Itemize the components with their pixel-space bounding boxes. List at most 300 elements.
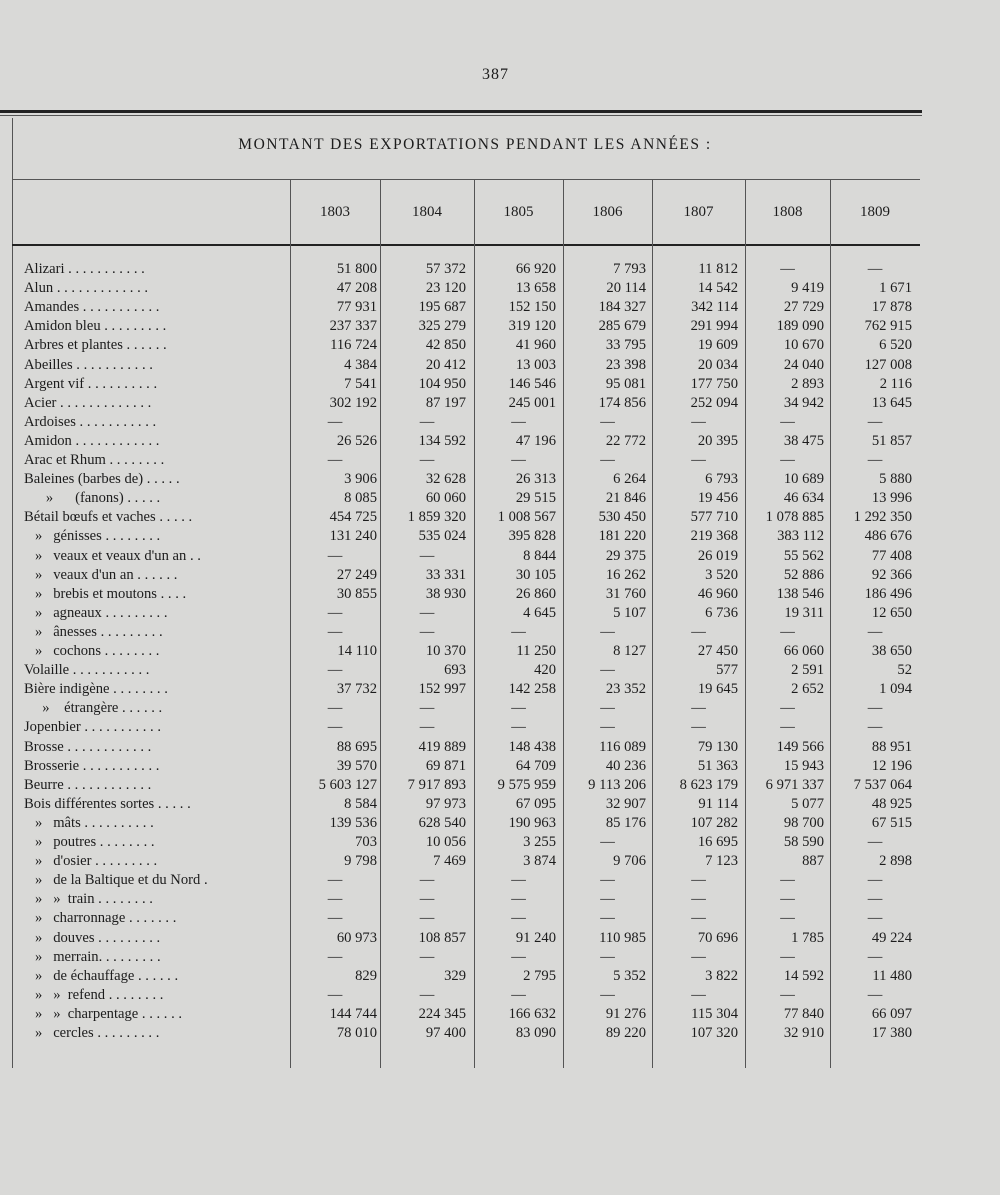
table-row	[24, 336, 924, 355]
value-cell: —	[511, 623, 526, 640]
value-cell: 3 822	[705, 967, 738, 984]
value-cell: 139 536	[329, 814, 377, 831]
table-row	[24, 738, 924, 757]
value-cell: —	[327, 662, 343, 679]
value-cell: 51 363	[697, 757, 738, 774]
value-cell: —	[867, 910, 883, 927]
value-cell: 51 857	[871, 432, 912, 449]
value-cell: 30 855	[336, 585, 377, 602]
value-cell: —	[419, 604, 435, 621]
row-label: » » refend . . . . . . . .	[24, 986, 164, 1003]
value-cell: 9 575 959	[497, 776, 556, 793]
value-cell: —	[600, 719, 615, 736]
value-cell: 91 276	[605, 1005, 646, 1022]
value-cell: 51 800	[336, 261, 377, 277]
table-row	[24, 795, 924, 814]
table-row	[24, 470, 924, 489]
value-cell: 20 114	[606, 280, 646, 297]
value-cell: —	[600, 910, 615, 927]
value-cell: 7 541	[344, 375, 377, 392]
value-cell: 2 893	[791, 375, 824, 392]
value-cell: 97 973	[425, 795, 466, 812]
table-row	[24, 776, 924, 795]
row-label: Volaille . . . . . . . . . . .	[24, 662, 150, 679]
value-cell: 10 056	[425, 834, 466, 850]
value-cell: 55 562	[783, 547, 824, 564]
value-cell: 7 469	[433, 853, 466, 870]
value-cell: —	[691, 986, 706, 1003]
value-cell: 152 150	[508, 299, 556, 316]
top-thin-rule	[0, 115, 922, 116]
table-row	[24, 642, 924, 661]
value-cell: 77 408	[871, 547, 912, 564]
value-cell: 32 907	[605, 795, 646, 812]
value-cell: 79 130	[697, 738, 738, 755]
value-cell: —	[419, 623, 435, 640]
value-cell: 302 192	[329, 394, 377, 411]
value-cell: —	[780, 452, 795, 468]
value-cell: 40 236	[605, 757, 646, 774]
value-cell: —	[867, 623, 883, 640]
value-cell: 138 546	[776, 585, 824, 602]
value-cell: 127 008	[864, 356, 912, 373]
value-cell: 64 709	[515, 757, 556, 774]
row-label: » cercles . . . . . . . . .	[24, 1025, 160, 1041]
value-cell: 8 127	[613, 643, 646, 659]
value-cell: 10 670	[783, 337, 824, 354]
table-row	[24, 260, 924, 279]
value-cell: 98 700	[783, 814, 824, 831]
table-row	[24, 508, 924, 527]
table-row	[24, 852, 924, 871]
value-cell: 577	[716, 662, 738, 679]
value-cell: 78 010	[336, 1025, 377, 1041]
value-cell: 116 724	[330, 337, 377, 354]
row-label: » » charpentage . . . . . .	[24, 1005, 183, 1022]
value-cell: 11 480	[872, 967, 912, 984]
value-cell: 149 566	[776, 738, 824, 755]
value-cell: 2 898	[879, 853, 912, 870]
value-cell: 5 107	[613, 604, 646, 621]
row-label: » agneaux . . . . . . . . .	[24, 604, 168, 621]
value-cell: 83 090	[515, 1025, 556, 1041]
table-row	[24, 833, 924, 852]
table-row	[24, 356, 924, 375]
value-cell: 5 880	[879, 471, 912, 488]
value-cell: 47 208	[336, 280, 377, 297]
value-cell: 115 304	[691, 1005, 738, 1022]
value-cell: —	[511, 986, 526, 1003]
value-cell: 9 798	[344, 853, 377, 870]
value-cell: 22 772	[605, 432, 646, 449]
value-cell: 325 279	[418, 318, 466, 335]
value-cell: 3 520	[705, 566, 738, 583]
value-cell: 17 380	[871, 1025, 912, 1041]
table-row	[24, 871, 924, 890]
value-cell: 29 515	[515, 490, 556, 507]
value-cell: 3 874	[523, 853, 556, 870]
value-cell: 237 337	[329, 318, 377, 335]
table-row	[24, 718, 924, 737]
value-cell: —	[511, 413, 526, 430]
row-label: » poutres . . . . . . . .	[24, 834, 155, 850]
header-top-rule	[12, 179, 920, 180]
value-cell: 142 258	[508, 681, 556, 698]
value-cell: 146 546	[508, 375, 556, 392]
value-cell: 88 951	[871, 738, 912, 755]
row-label: Beurre . . . . . . . . . . . .	[24, 776, 152, 793]
value-cell: 219 368	[690, 528, 738, 545]
row-label: » mâts . . . . . . . . . .	[24, 814, 154, 831]
value-cell: 245 001	[508, 394, 556, 411]
value-cell: 47 196	[515, 432, 556, 449]
value-cell: 38 650	[871, 643, 912, 659]
value-cell: 57 372	[425, 261, 466, 277]
value-cell: 762 915	[864, 318, 912, 335]
value-cell: —	[600, 452, 615, 468]
value-cell: 58 590	[783, 834, 824, 850]
value-cell: 77 931	[336, 299, 377, 316]
value-cell: —	[419, 872, 435, 889]
table-row	[24, 680, 924, 699]
value-cell: 19 645	[697, 681, 738, 698]
value-cell: —	[511, 910, 526, 927]
value-cell: 24 040	[783, 356, 824, 373]
value-cell: —	[691, 948, 706, 965]
table-row	[24, 566, 924, 585]
value-cell: 486 676	[864, 528, 912, 545]
value-cell: —	[867, 891, 883, 908]
value-cell: 2 652	[791, 681, 824, 698]
value-cell: —	[327, 547, 343, 564]
value-cell: —	[691, 700, 706, 717]
value-cell: 23 398	[605, 356, 646, 373]
table-row	[24, 661, 924, 680]
value-cell: 13 003	[515, 356, 556, 373]
value-cell: —	[867, 834, 883, 850]
value-cell: 108 857	[418, 929, 466, 946]
value-cell: —	[691, 413, 706, 430]
value-cell: —	[419, 700, 435, 717]
value-cell: —	[327, 413, 343, 430]
value-cell: 8 844	[523, 547, 556, 564]
value-cell: —	[780, 986, 795, 1003]
value-cell: 5 352	[613, 967, 646, 984]
value-cell: 91 114	[698, 795, 738, 812]
value-cell: 3 906	[344, 471, 377, 488]
value-cell: 107 320	[690, 1025, 738, 1041]
value-cell: 52 886	[783, 566, 824, 583]
value-cell: 29 375	[605, 547, 646, 564]
value-cell: 829	[355, 967, 377, 984]
row-label: Baleines (barbes de) . . . . .	[24, 471, 180, 488]
table-left-border	[12, 118, 13, 1068]
value-cell: 8 085	[344, 490, 377, 507]
value-cell: 12 650	[871, 604, 912, 621]
value-cell: —	[511, 872, 526, 889]
value-cell: 1 671	[879, 280, 912, 297]
row-label: Alizari . . . . . . . . . . .	[24, 261, 145, 277]
header-bottom-rule	[12, 244, 920, 246]
value-cell: —	[867, 986, 883, 1003]
value-cell: —	[691, 719, 706, 736]
row-label: Abeilles . . . . . . . . . . .	[24, 356, 153, 373]
value-cell: 26 860	[515, 585, 556, 602]
table-row	[24, 527, 924, 546]
value-cell: 291 994	[690, 318, 738, 335]
table-row	[24, 929, 924, 948]
value-cell: 693	[444, 662, 466, 679]
table-row	[24, 948, 924, 967]
value-cell: 9 706	[613, 853, 646, 870]
year-header: 1807	[683, 204, 714, 220]
table-row	[24, 699, 924, 718]
value-cell: 16 695	[697, 834, 738, 850]
row-label: Arbres et plantes . . . . . .	[24, 337, 167, 354]
value-cell: 27 249	[336, 566, 377, 583]
value-cell: 23 120	[425, 280, 466, 297]
value-cell: 104 950	[418, 375, 466, 392]
value-cell: —	[867, 948, 883, 965]
year-header: 1805	[503, 204, 534, 220]
value-cell: 131 240	[329, 528, 377, 545]
value-cell: 52	[897, 662, 912, 679]
value-cell: —	[419, 413, 435, 430]
value-cell: 95 081	[605, 375, 646, 392]
value-cell: 6 520	[879, 337, 912, 354]
value-cell: 8 623 179	[679, 776, 738, 793]
table-row	[24, 1005, 924, 1024]
value-cell: 3 255	[523, 834, 556, 850]
value-cell: —	[419, 891, 435, 908]
value-cell: 419 889	[418, 738, 466, 755]
value-cell: 189 090	[776, 318, 824, 335]
value-cell: —	[419, 719, 435, 736]
value-cell: —	[327, 872, 343, 889]
value-cell: 1 292 350	[853, 509, 912, 526]
table-row	[24, 604, 924, 623]
value-cell: 195 687	[418, 299, 466, 316]
value-cell: 174 856	[598, 394, 646, 411]
value-cell: 34 942	[783, 394, 824, 411]
value-cell: 395 828	[508, 528, 556, 545]
value-cell: —	[780, 910, 795, 927]
row-label: » de échauffage . . . . . .	[24, 967, 179, 984]
value-cell: 92 366	[871, 566, 912, 583]
value-cell: —	[867, 700, 883, 717]
value-cell: 15 943	[783, 757, 824, 774]
row-label: » étrangère . . . . . .	[24, 700, 163, 717]
value-cell: —	[780, 719, 795, 736]
value-cell: —	[419, 986, 435, 1003]
value-cell: —	[327, 948, 343, 965]
value-cell: 342 114	[691, 299, 738, 316]
row-label: Brosserie . . . . . . . . . . .	[24, 757, 160, 774]
value-cell: 190 963	[508, 814, 556, 831]
table-row	[24, 986, 924, 1005]
value-cell: 10 370	[425, 643, 466, 659]
page-number: 387	[482, 66, 509, 83]
value-cell: 2 795	[523, 967, 556, 984]
value-cell: —	[867, 261, 883, 277]
value-cell: 48 925	[871, 795, 912, 812]
value-cell: —	[327, 910, 343, 927]
value-cell: —	[780, 700, 795, 717]
value-cell: —	[327, 452, 343, 468]
value-cell: 224 345	[418, 1005, 466, 1022]
value-cell: 26 313	[515, 471, 556, 488]
value-cell: 383 112	[777, 528, 824, 545]
value-cell: 116 089	[599, 738, 646, 755]
value-cell: 107 282	[690, 814, 738, 831]
value-cell: 27 450	[697, 643, 738, 659]
value-cell: 186 496	[864, 585, 912, 602]
value-cell: 69 871	[425, 757, 466, 774]
row-label: Amidon . . . . . . . . . . . .	[24, 432, 160, 449]
year-header: 1804	[412, 204, 442, 220]
year-header: 1809	[860, 204, 890, 220]
value-cell: —	[327, 719, 343, 736]
row-label: » d'osier . . . . . . . . .	[24, 853, 158, 870]
row-label: Acier . . . . . . . . . . . . .	[24, 394, 152, 411]
value-cell: —	[691, 891, 706, 908]
value-cell: 21 846	[605, 490, 646, 507]
value-cell: 1 094	[879, 681, 912, 698]
value-cell: 88 695	[336, 738, 377, 755]
value-cell: —	[780, 948, 795, 965]
value-cell: —	[327, 986, 343, 1003]
row-label: » ânesses . . . . . . . . .	[24, 623, 163, 640]
value-cell: 17 878	[871, 299, 912, 316]
value-cell: 2 116	[879, 375, 912, 392]
value-cell: 1 785	[791, 929, 824, 946]
value-cell: 454 725	[329, 509, 377, 526]
value-cell: 7 793	[613, 261, 646, 277]
value-cell: —	[600, 872, 615, 889]
value-cell: 4 645	[523, 604, 556, 621]
value-cell: —	[419, 948, 435, 965]
table-row	[24, 547, 924, 566]
value-cell: 319 120	[508, 318, 556, 335]
value-cell: 2 591	[791, 662, 824, 679]
value-cell: —	[867, 452, 883, 468]
value-cell: —	[511, 948, 526, 965]
value-cell: 46 634	[783, 490, 824, 507]
row-label: » charronnage . . . . . . .	[24, 910, 177, 927]
row-label: » » train . . . . . . . .	[24, 891, 153, 908]
value-cell: 13 996	[871, 490, 912, 507]
value-cell: 9 113 206	[588, 776, 646, 793]
row-label: Jopenbier . . . . . . . . . . .	[24, 719, 162, 736]
value-cell: 628 540	[418, 814, 466, 831]
value-cell: —	[327, 891, 343, 908]
value-cell: —	[511, 891, 526, 908]
value-cell: —	[419, 452, 435, 468]
row-label: Argent vif . . . . . . . . . .	[24, 375, 158, 392]
value-cell: 97 400	[425, 1025, 466, 1041]
value-cell: 11 250	[516, 643, 556, 659]
value-cell: 87 197	[425, 394, 466, 411]
row-label: » veaux et veaux d'un an . .	[24, 547, 201, 564]
value-cell: —	[511, 719, 526, 736]
value-cell: 91 240	[515, 929, 556, 946]
value-cell: 39 570	[336, 757, 377, 774]
value-cell: 42 850	[425, 337, 466, 354]
value-cell: 60 060	[425, 490, 466, 507]
value-cell: —	[327, 623, 343, 640]
table-row	[24, 623, 924, 642]
value-cell: —	[691, 623, 706, 640]
row-label: Bière indigène . . . . . . . .	[24, 681, 168, 698]
value-cell: 26 526	[336, 432, 377, 449]
table-row	[24, 375, 924, 394]
value-cell: 420	[534, 662, 556, 679]
value-cell: 6 264	[613, 471, 646, 488]
year-header: 1806	[592, 204, 623, 220]
value-cell: 60 973	[336, 929, 377, 946]
value-cell: 9 419	[791, 280, 824, 297]
table-row	[24, 413, 924, 432]
value-cell: 77 840	[783, 1005, 824, 1022]
value-cell: 38 475	[783, 432, 824, 449]
row-label: Alun . . . . . . . . . . . . .	[24, 280, 149, 297]
value-cell: 152 997	[418, 681, 466, 698]
value-cell: —	[600, 413, 615, 430]
value-cell: —	[600, 700, 615, 717]
row-label: Amandes . . . . . . . . . . .	[24, 299, 160, 316]
table-row	[24, 757, 924, 776]
value-cell: 30 105	[515, 566, 556, 583]
value-cell: 252 094	[690, 394, 738, 411]
value-cell: 46 960	[697, 585, 738, 602]
value-cell: —	[867, 413, 883, 430]
value-cell: 66 060	[783, 643, 824, 659]
value-cell: 148 438	[508, 738, 556, 755]
value-cell: 49 224	[871, 929, 912, 946]
row-label: Brosse . . . . . . . . . . . .	[24, 738, 152, 755]
value-cell: 4 384	[344, 356, 377, 373]
value-cell: 6 793	[705, 471, 738, 488]
table-row	[24, 585, 924, 604]
row-label: » brebis et moutons . . . .	[24, 585, 187, 602]
value-cell: 184 327	[598, 299, 646, 316]
value-cell: —	[327, 604, 343, 621]
row-label: » (fanons) . . . . .	[24, 490, 161, 507]
value-cell: 37 732	[336, 681, 377, 698]
value-cell: 14 110	[337, 643, 377, 659]
row-label: Bétail bœufs et vaches . . . . .	[24, 509, 193, 526]
table-row	[24, 909, 924, 928]
value-cell: 31 760	[605, 585, 646, 602]
value-cell: 13 658	[515, 280, 556, 297]
value-cell: 67 095	[515, 795, 556, 812]
value-cell: 23 352	[605, 681, 646, 698]
table-row	[24, 317, 924, 336]
value-cell: —	[780, 872, 795, 889]
value-cell: 85 176	[605, 814, 646, 831]
value-cell: 14 592	[783, 967, 824, 984]
value-cell: 19 311	[784, 604, 824, 621]
row-label: » douves . . . . . . . . .	[24, 929, 161, 946]
value-cell: 177 750	[690, 375, 738, 392]
value-cell: —	[419, 547, 435, 564]
value-cell: 12 196	[871, 757, 912, 774]
row-label: Amidon bleu . . . . . . . . .	[24, 318, 167, 335]
value-cell: 7 123	[705, 853, 738, 870]
value-cell: 5 603 127	[318, 776, 377, 793]
row-label: » cochons . . . . . . . .	[24, 643, 160, 659]
value-cell: 530 450	[598, 509, 646, 526]
